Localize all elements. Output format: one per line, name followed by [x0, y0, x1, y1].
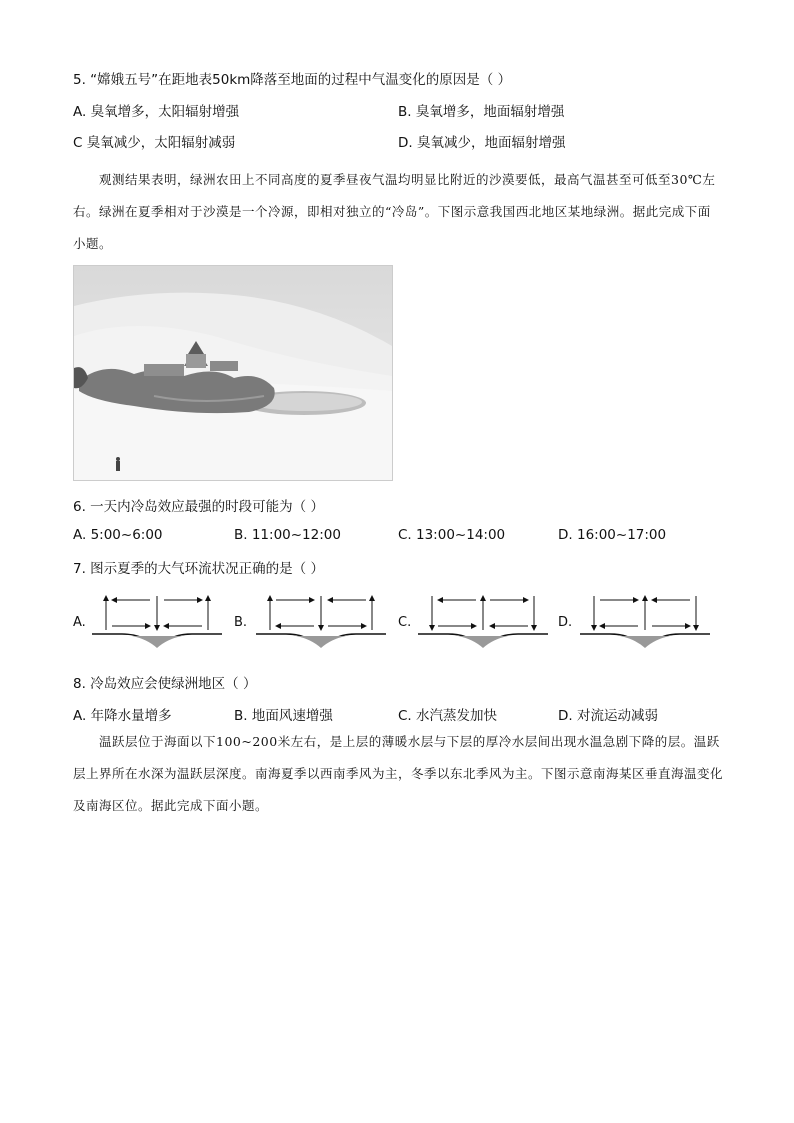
q7-option-b-diagram [256, 590, 386, 652]
q5-option-c: C 臭氧减少，太阳辐射减弱 [73, 135, 236, 151]
q7-stem: 7. 图示夏季的大气环流状况正确的是（ ） [73, 561, 324, 577]
q6-option-d: D. 16:00~17:00 [558, 527, 667, 543]
q8-option-c: C. 水汽蒸发加快 [398, 708, 498, 724]
q6-stem: 6. 一天内冷岛效应最强的时段可能为（ ） [73, 499, 324, 515]
q7-option-c-diagram [418, 590, 548, 652]
q7-option-d-diagram [580, 590, 710, 652]
oasis-basin [132, 636, 182, 648]
q6-option-b: B. 11:00~12:00 [234, 527, 341, 543]
q5-option-b: B. 臭氧增多，地面辐射增强 [398, 104, 565, 120]
q5-option-d: D. 臭氧减少，地面辐射增强 [398, 135, 566, 151]
q6-option-c: C. 13:00~14:00 [398, 527, 506, 543]
q8-option-d: D. 对流运动减弱 [558, 708, 658, 724]
q8-stem: 8. 冷岛效应会使绿洲地区（ ） [73, 676, 257, 692]
oasis-photo-illustration [74, 266, 392, 480]
q8-option-b: B. 地面风速增强 [234, 708, 333, 724]
q5-option-a: A. 臭氧增多，太阳辐射增强 [73, 104, 240, 120]
q8-option-a: A. 年降水量增多 [73, 708, 172, 724]
q7-option-c-label: C. [398, 615, 412, 630]
oasis-basin [296, 636, 346, 648]
passage-thermocline: 温跃层位于海面以下100~200米左右，是上层的薄暖水层与下层的厚冷水层间出现水温急剧下降的层。温跃层上界所在水深为温跃层深度。南海夏季以西南季风为主，冬季以东北季风为主。下图示意南海某区垂直海温变化及南海区位。据此完成下面小题。 [73, 734, 724, 813]
q5-stem: 5. “嫦娥五号”在距地表50km降落至地面的过程中气温变化的原因是（ ） [73, 72, 512, 88]
passage-oasis: 观测结果表明，绿洲农田上不同高度的夏季昼夜气温均明显比附近的沙漠要低，最高气温甚至可低至30℃左右。绿洲在夏季相对于沙漠是一个冷源，即相对独立的“冷岛”。下图示意我国西北地区某地绿洲。据此完成下面小题。 [73, 172, 716, 251]
q7-option-a-diagram [92, 590, 222, 652]
oasis-photo [73, 265, 393, 481]
q7-option-b-label: B. [234, 615, 248, 630]
oasis-basin [620, 636, 670, 648]
q7-option-a-label: A. [73, 615, 86, 630]
q7-option-d-label: D. [558, 615, 573, 630]
q6-option-a: A. 5:00~6:00 [73, 527, 163, 543]
oasis-basin [458, 636, 508, 648]
